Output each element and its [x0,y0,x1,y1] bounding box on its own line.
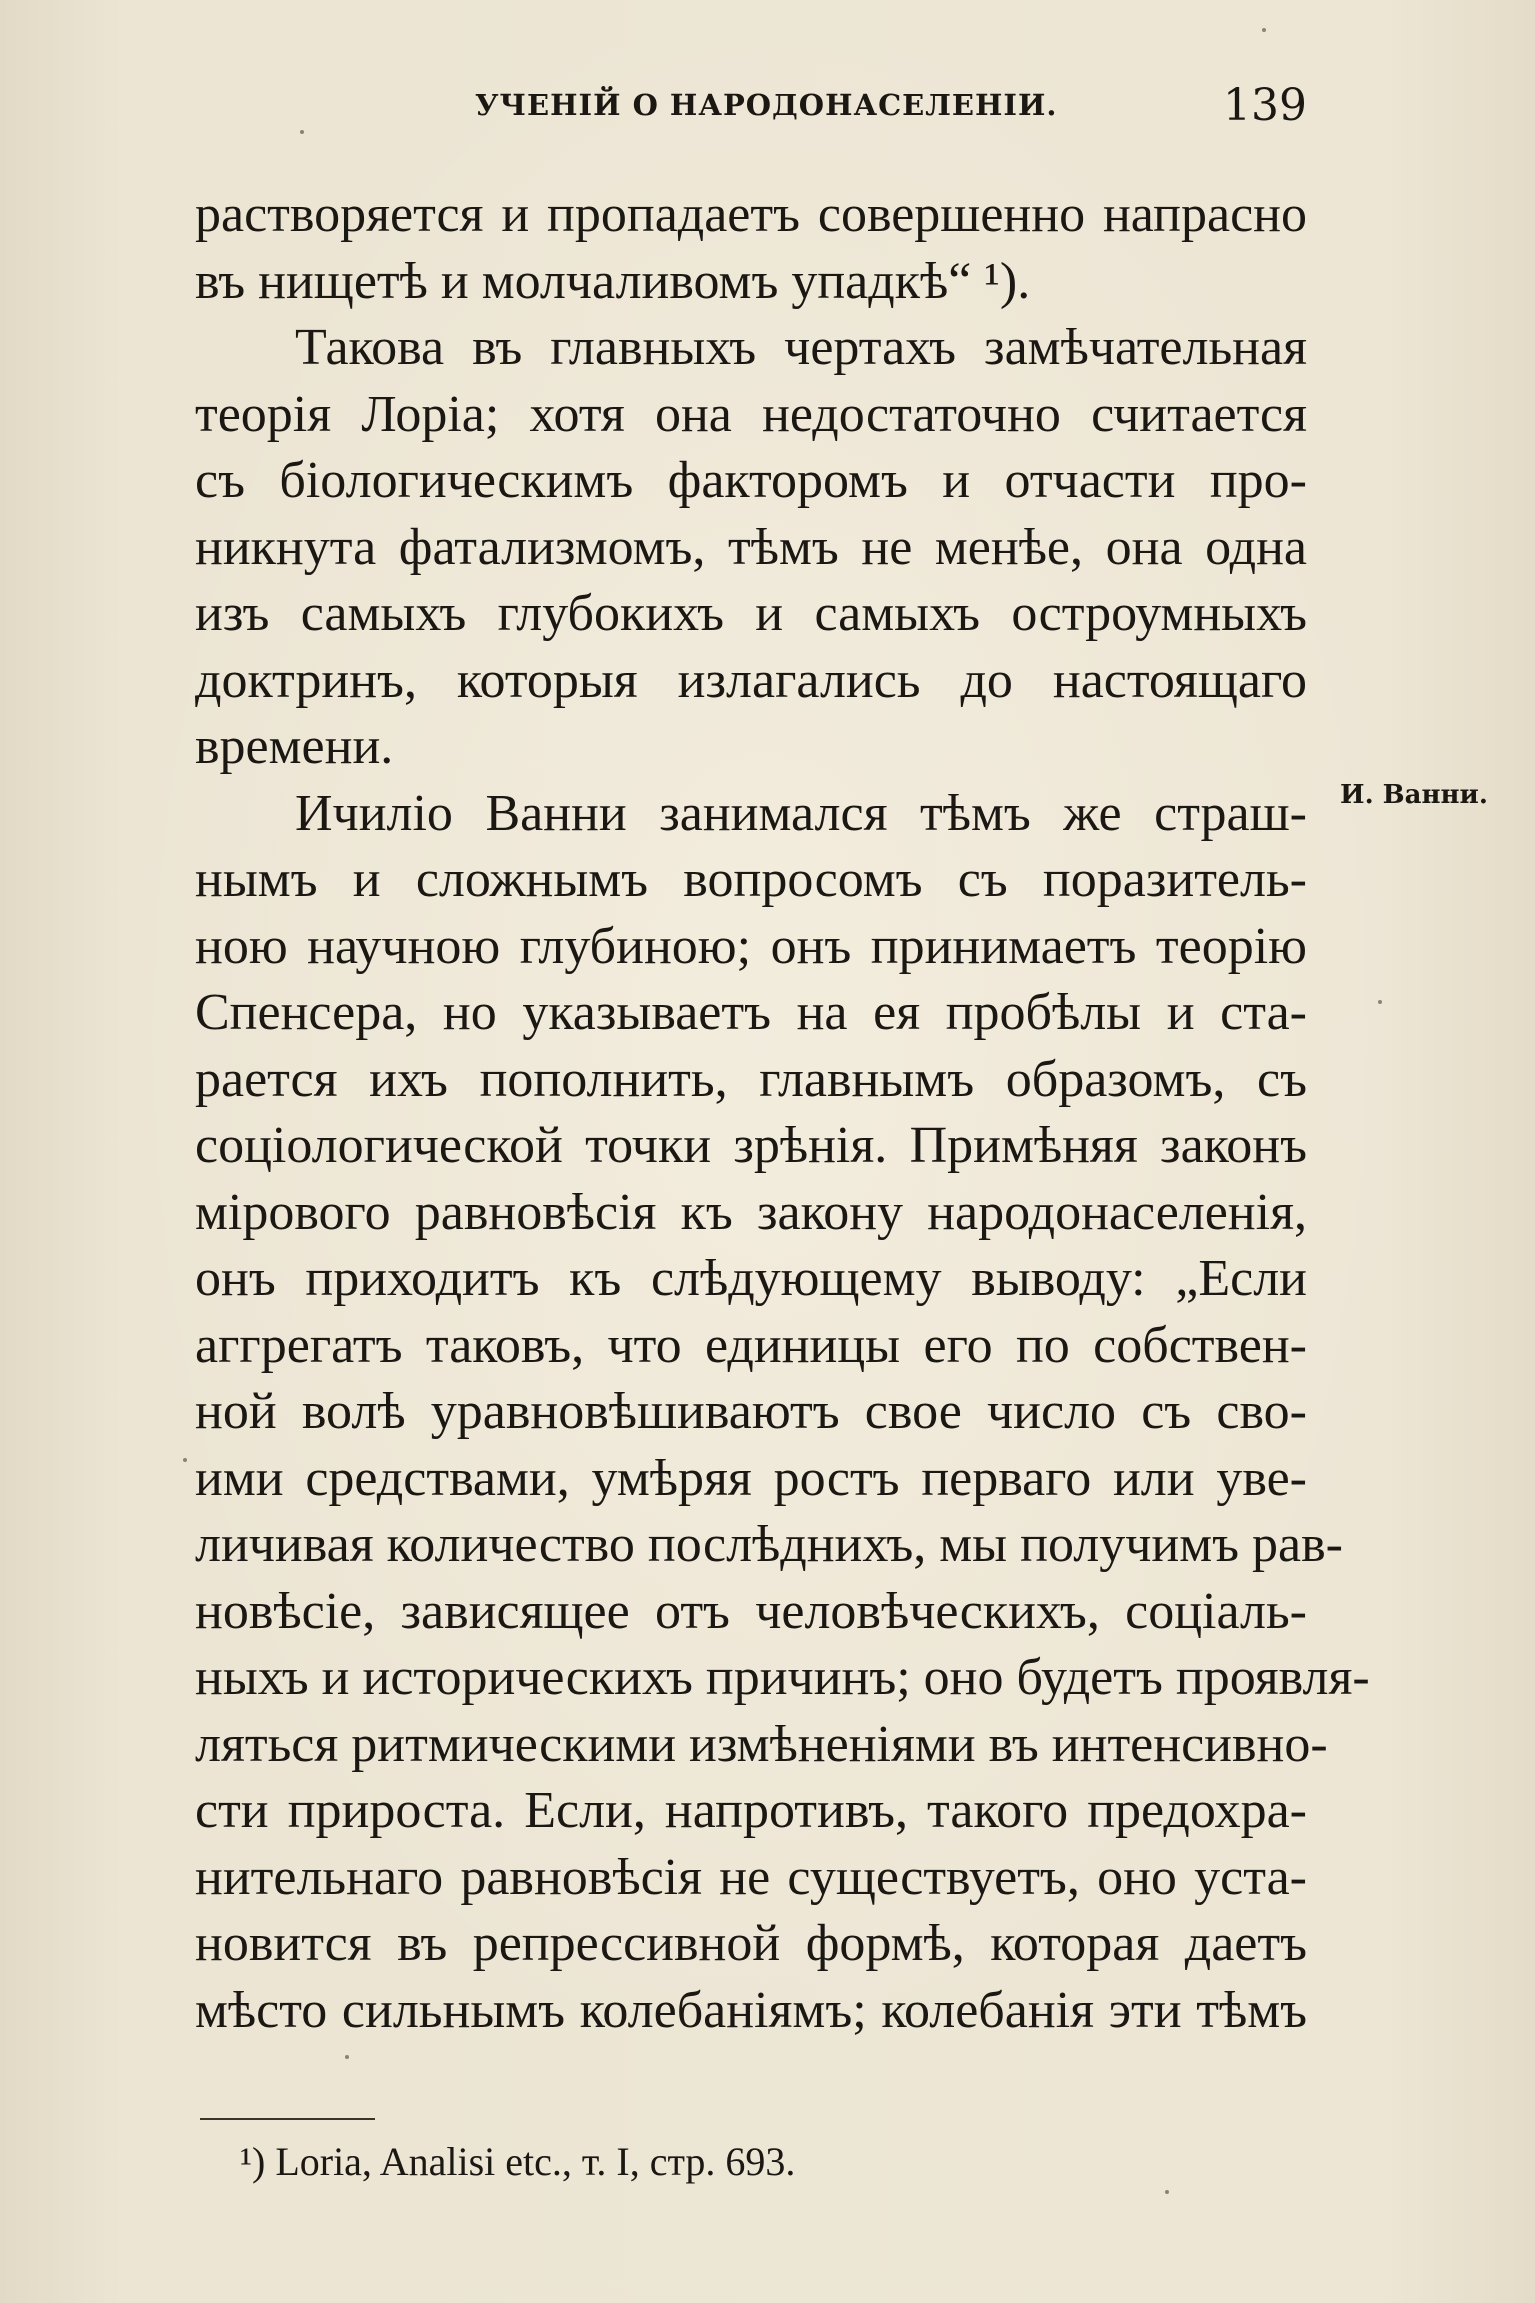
footnote-divider [200,2118,375,2120]
text-line: аггрегатъ таковъ, что единицы его по собствен- [195,1316,1307,1374]
text-line: теорія Лоріа; хотя она недостаточно считается [195,385,1307,443]
text-line: нительнаго равновѣсія не существуетъ, оно уста- [195,1848,1307,1906]
paper-speck [300,130,304,134]
paper-speck [1262,28,1266,32]
text-line: съ біологическимъ факторомъ и отчасти про- [195,452,1307,509]
page-number: 139 [1223,80,1307,131]
text-line: новится въ репрессивной формѣ, которая даетъ [195,1915,1307,1972]
paper-speck [345,2055,349,2059]
text-line: растворяется и пропадаетъ совершенно напрасно [195,186,1307,243]
text-line: нoю научною глубиною; онъ принимаетъ теорію [195,917,1307,975]
text-line: Ичилio Ванни занимался тѣмъ же страш- [295,784,1307,842]
text-line: онъ приходитъ къ слѣдующему выводу: „Если [195,1250,1307,1307]
text-line: міpового равновѣсія къ закону народонаселенія, [195,1183,1307,1241]
text-line: Такова въ главныхъ чертахъ замѣчательная [295,319,1307,376]
text-line: мѣсто сильнымъ колебаніямъ; колебанія эти тѣмъ [195,1981,1307,2039]
text-line: ляться ритмическими измѣненіями въ интенсивно- [195,1715,1328,1773]
footnote: ¹) Loria, Analisi etc., т. I, стр. 693. [240,2139,796,2184]
running-title: УЧЕНІЙ О НАРОДОНАСЕЛЕНІИ. [475,88,1058,122]
text-line: рается ихъ пополнить, главнымъ образомъ, съ [195,1050,1307,1108]
paper-speck [1378,1000,1382,1004]
text-line: ими средствами, умѣряя ростъ перваго или уве- [195,1449,1307,1507]
page-header [195,80,1307,140]
text-line: никнута фатализмомъ, тѣмъ не менѣе, она одна [195,518,1307,576]
text-line: личивая количество послѣднихъ, мы получимъ рав- [195,1516,1343,1573]
text-line: Спенсера, но указываетъ на ея пробѣлы и ста- [195,984,1307,1041]
text-line: ной волѣ уравновѣшиваютъ свое число съ сво- [195,1383,1307,1440]
paper-speck [183,1458,187,1462]
paper-speck [1165,2190,1169,2194]
margin-note: И. Ванни. [1340,780,1488,810]
text-line: соціологической точки зрѣнія. Примѣняя законъ [195,1117,1307,1174]
text-line: въ нищетѣ и молчаливомъ упадкѣ“ ¹). [195,252,1031,310]
text-line: нымъ и сложнымъ вопросомъ съ поразитель- [195,851,1307,908]
text-line: изъ самыхъ глубокихъ и самыхъ остроумныхъ [195,585,1307,642]
text-line: времени. [195,718,394,775]
text-line: доктринъ, которыя излагались до настоящаго [195,651,1307,709]
text-line: ныхъ и историческихъ причинъ; оно будетъ проявля- [195,1649,1370,1706]
body-text [195,182,1370,2044]
text-line: сти прироста. Если, напротивъ, такого предохра- [195,1782,1307,1839]
text-line: новѣсіе, зависящее отъ человѣческихъ, соціаль- [195,1582,1307,1640]
